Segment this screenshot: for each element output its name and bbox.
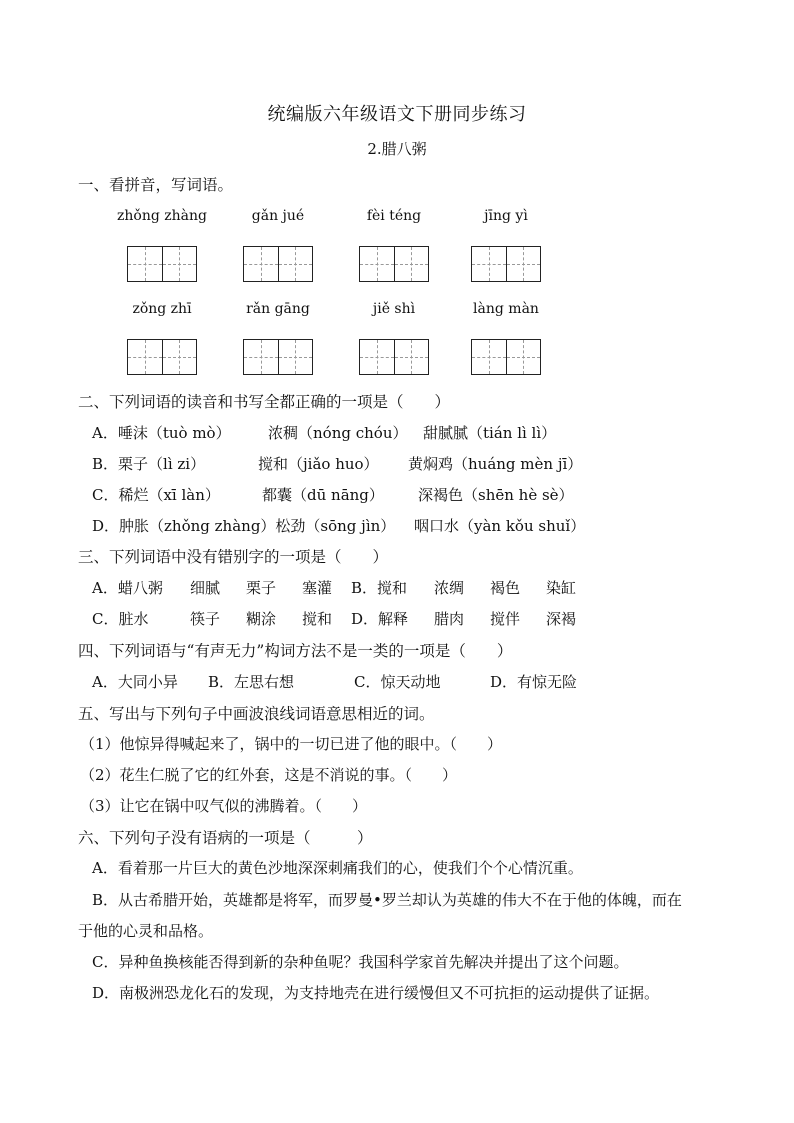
q2-option-c3: 深褐色（shēn hè sè） <box>418 486 574 504</box>
q5-heading: 五、写出与下列句子中画波浪线词语意思相近的词。 <box>78 705 435 723</box>
writing-grid-5[interactable] <box>127 339 197 375</box>
pinyin-7: jiě shì <box>372 301 416 317</box>
q2-option-a2: 浓稠（nóng chóu） <box>268 424 408 442</box>
q3-c4: 搅和 <box>302 610 333 628</box>
q2-option-a3: 甜腻腻（tián lì lì） <box>423 424 557 442</box>
q3-d4: 深褐 <box>546 610 577 628</box>
q3-b2: 浓绸 <box>434 579 465 597</box>
pinyin-6: rǎn gāng <box>246 301 310 317</box>
pinyin-5: zǒng zhī <box>132 301 192 317</box>
writing-grid-3[interactable] <box>359 246 429 282</box>
q3-c2: 筷子 <box>190 610 221 628</box>
q6-option-d: D．南极洲恐龙化石的发现，为支持地壳在进行缓慢但又不可抗拒的运动提供了证据。 <box>92 984 660 1002</box>
q5-item-3: （3）让它在锅中叹气似的沸腾着。（ ） <box>80 797 368 815</box>
pinyin-8: làng màn <box>473 301 539 317</box>
pinyin-1: zhǒng zhàng <box>117 208 207 224</box>
q3-d1: D．解释 <box>351 610 409 628</box>
q1-heading: 一、看拼音，写词语。 <box>78 176 234 194</box>
q3-b4: 染缸 <box>546 579 577 597</box>
pinyin-2: gǎn jué <box>251 208 305 224</box>
q3-d2: 腊肉 <box>434 610 465 628</box>
lesson-title: 2.腊八粥 <box>367 140 427 158</box>
q5-item-1: （1）他惊异得喊起来了，锅中的一切已进了他的眼中。（ ） <box>80 735 503 753</box>
q6-option-b-line2: 于他的心灵和品格。 <box>78 922 214 940</box>
q2-option-c2: 都囊（dū nāng） <box>262 486 384 504</box>
q4-heading: 四、下列词语与“有声无力”构词方法不是一类的一项是（ ） <box>78 642 513 660</box>
q6-option-a: A．看着那一片巨大的黄色沙地深深刺痛我们的心，使我们个个心情沉重。 <box>92 859 583 877</box>
q3-a4: 塞灌 <box>302 579 333 597</box>
q6-option-c: C．异种鱼换核能否得到新的杂种鱼呢？我国科学家首先解决并提出了这个问题。 <box>92 953 629 971</box>
q3-heading: 三、下列词语中没有错别字的一项是（ ） <box>78 548 389 566</box>
q6-heading: 六、下列句子没有语病的一项是（ ） <box>78 829 373 847</box>
q3-c1: C．脏水 <box>92 610 149 628</box>
q3-a2: 细腻 <box>190 579 221 597</box>
writing-grid-2[interactable] <box>243 246 313 282</box>
q2-option-d1: D．肿胀（zhǒng zhàng）松劲（sōng jìn） <box>92 517 396 535</box>
q3-b3: 褐色 <box>490 579 521 597</box>
q4-option-b: B．左思右想 <box>208 673 295 691</box>
q2-option-a1: A．唾沫（tuò mò） <box>92 424 231 442</box>
q2-option-b3: 黄焖鸡（huáng mèn jī） <box>408 455 583 473</box>
q2-heading: 二、下列词语的读音和书写全都正确的一项是（ ） <box>78 393 451 411</box>
q2-option-d2: 咽口水（yàn kǒu shuǐ） <box>414 517 586 535</box>
q2-option-b1: B．栗子（lì zi） <box>92 455 206 473</box>
q4-option-d: D．有惊无险 <box>490 673 578 691</box>
q2-option-c1: C．稀烂（xī làn） <box>92 486 220 504</box>
q3-d3: 搅伴 <box>490 610 521 628</box>
writing-grid-6[interactable] <box>243 339 313 375</box>
pinyin-4: jīng yì <box>484 208 528 224</box>
q3-a3: 栗子 <box>246 579 277 597</box>
writing-grid-8[interactable] <box>471 339 541 375</box>
q6-option-b-line1: B．从古希腊开始，英雄都是将军，而罗曼•罗兰却认为英雄的伟大不在于他的体魄，而在 <box>92 891 682 909</box>
q3-c3: 糊涂 <box>246 610 277 628</box>
q2-option-b2: 搅和（jiǎo huo） <box>258 455 379 473</box>
q4-option-c: C．惊天动地 <box>354 673 441 691</box>
writing-grid-1[interactable] <box>127 246 197 282</box>
q5-item-2: （2）花生仁脱了它的红外套，这是不消说的事。（ ） <box>80 766 458 784</box>
page-title: 统编版六年级语文下册同步练习 <box>267 104 527 125</box>
q3-a1: A．蜡八粥 <box>92 579 163 597</box>
writing-grid-4[interactable] <box>471 246 541 282</box>
q3-b1: B．搅和 <box>351 579 408 597</box>
q4-option-a: A．大同小异 <box>92 673 178 691</box>
pinyin-3: fèi téng <box>366 208 422 224</box>
writing-grid-7[interactable] <box>359 339 429 375</box>
